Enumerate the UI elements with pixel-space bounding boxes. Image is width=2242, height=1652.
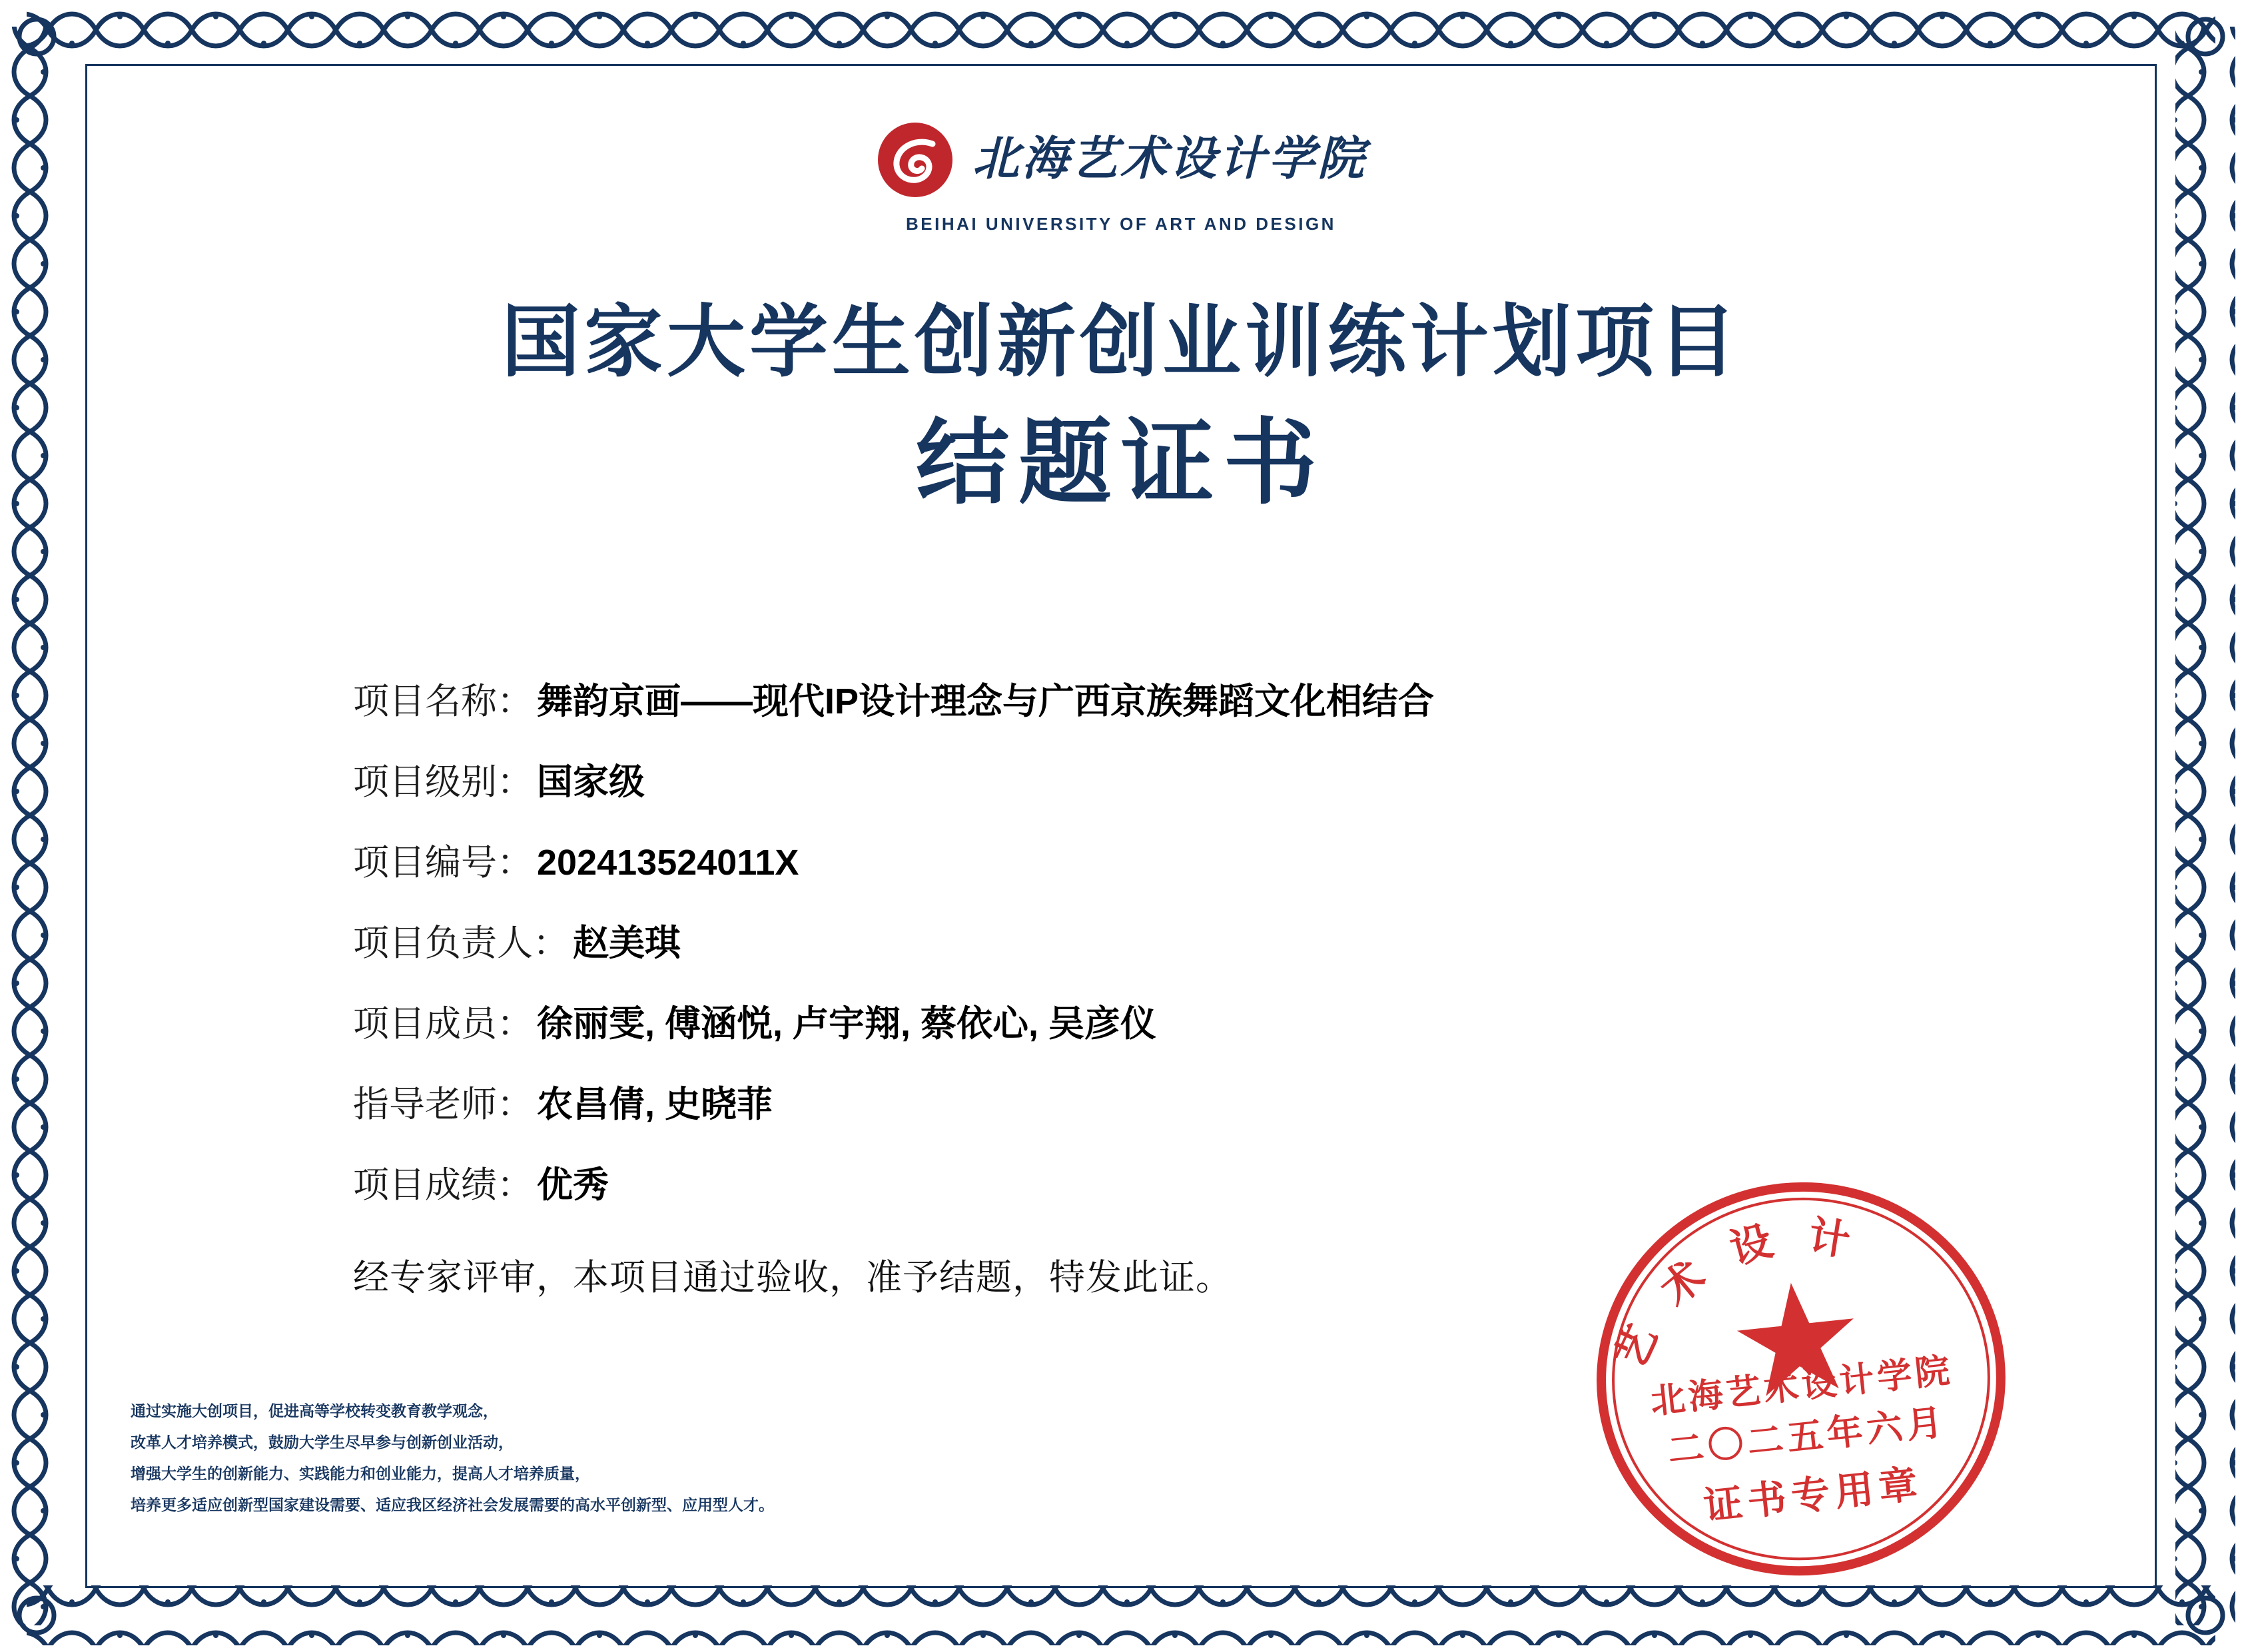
field-label: 项目负责人：	[353, 923, 569, 963]
field-label: 项目成绩：	[353, 1165, 533, 1205]
certificate-title-line1: 国家大学生创新创业训练计划项目	[501, 299, 1740, 386]
footnote-block	[131, 1396, 1263, 1521]
field-value: 舞韵京画——现代IP设计理念与广西京族舞蹈文化相结合	[537, 681, 1435, 721]
field-project-leader	[353, 915, 1952, 966]
field-label: 项目级别：	[353, 762, 533, 802]
institution-name-cn: 北海艺术设计学院	[972, 134, 1367, 185]
certificate-title-line2: 结题证书	[915, 412, 1326, 516]
seal-date-line: 二〇二五年六月	[1666, 1402, 1949, 1471]
field-label: 指导老师：	[353, 1084, 533, 1124]
field-project-number	[353, 834, 1952, 885]
field-value: 徐丽雯, 傅涵悦, 卢宇翔, 蔡依心, 吴彦仪	[537, 1004, 1157, 1044]
footnote-line: 培养更多适应创新型国家建设需要、适应我区经济社会发展需要的高水平创新型、应用型人才。	[131, 1497, 774, 1514]
field-label: 项目编号：	[353, 843, 533, 883]
certificate-statement: 经专家评审，本项目通过验收，准予结题，特发此证。	[353, 1258, 1232, 1298]
footnote-line: 改革人才培养模式，鼓励大学生尽早参与创新创业活动，	[131, 1434, 514, 1451]
field-project-name	[353, 673, 1952, 724]
field-value: 国家级	[537, 762, 645, 802]
field-value: 赵美琪	[573, 923, 681, 963]
field-project-members	[353, 995, 1952, 1046]
footnote-line: 增强大学生的创新能力、实践能力和创业能力，提高人才培养质量，	[131, 1465, 590, 1483]
institution-name-en: BEIHAI UNIVERSITY OF ART AND DESIGN	[906, 214, 1336, 234]
field-value: 农昌倩, 史晓菲	[537, 1084, 773, 1124]
seal-purpose-line: 证书专用章	[1701, 1462, 1925, 1529]
field-advisors	[353, 1076, 1952, 1127]
seal-institution-line: 北海艺术设计学院	[1649, 1352, 1955, 1422]
field-label: 项目成员：	[353, 1004, 533, 1044]
field-value: 202413524011X	[537, 843, 799, 883]
svg-text:艺 术 设 计: 艺 术 设 计	[1607, 1213, 1864, 1376]
field-project-level	[353, 753, 1952, 805]
red-official-seal-icon	[1568, 1158, 2035, 1613]
field-label: 项目名称：	[353, 681, 533, 721]
footnote-line: 通过实施大创项目，促进高等学校转变教育教学观念，	[131, 1403, 498, 1420]
spiral-wave-logo-icon	[875, 120, 955, 200]
field-value: 优秀	[537, 1165, 609, 1205]
institution-logo-block	[0, 120, 2242, 234]
